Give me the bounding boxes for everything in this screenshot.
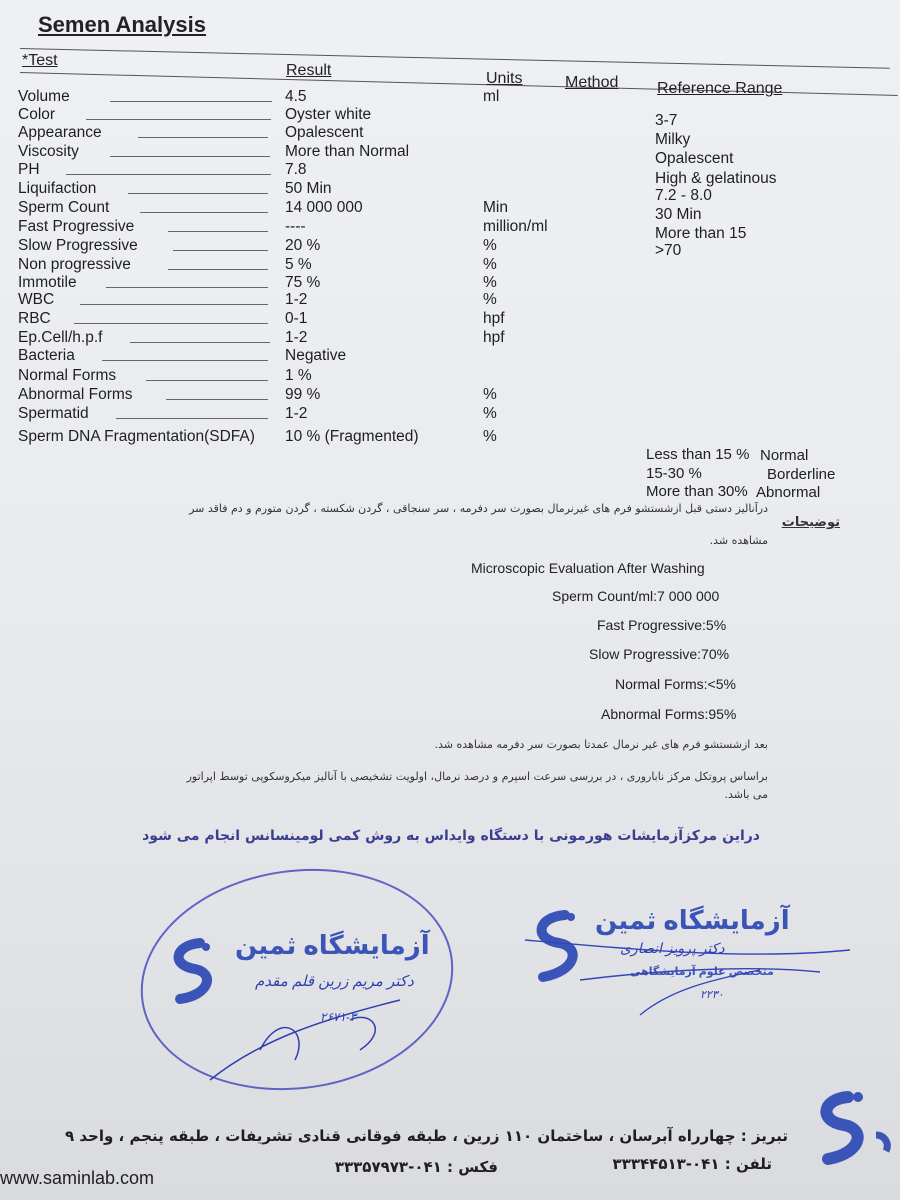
row-leader-line bbox=[110, 156, 270, 157]
row-label: Abnormal Forms bbox=[18, 386, 133, 403]
table-row bbox=[18, 124, 898, 142]
table-row bbox=[18, 310, 898, 328]
footer-phone: تلفن : ۰۴۱-۳۳۳۴۴۵۱۳ bbox=[612, 1155, 772, 1173]
table-row bbox=[18, 291, 898, 309]
row-label: Color bbox=[18, 106, 56, 123]
reference-value: 3-7 bbox=[655, 112, 678, 129]
row-result: 50 Min bbox=[285, 180, 332, 197]
row-result: 7.8 bbox=[285, 161, 307, 178]
row-leader-line bbox=[110, 101, 272, 102]
left-stamp-lab-name: آزمایشگاه ثمین bbox=[235, 930, 430, 960]
row-label: Normal Forms bbox=[18, 367, 117, 384]
row-result: Negative bbox=[285, 347, 347, 364]
row-result: 1-2 bbox=[285, 329, 308, 346]
row-leader-line bbox=[173, 250, 268, 251]
row-result: Opalescent bbox=[285, 124, 364, 141]
row-leader-line bbox=[66, 174, 271, 175]
row-label: Slow Progressive bbox=[18, 237, 138, 254]
col-header-reference: Reference Range bbox=[657, 80, 783, 97]
reference-value: Opalescent bbox=[655, 150, 734, 167]
table-row bbox=[18, 405, 898, 423]
left-stamp-number: ۲۶۷۱-۳ bbox=[320, 1010, 357, 1024]
table-row bbox=[18, 218, 898, 236]
row-leader-line bbox=[102, 360, 268, 361]
row-label: Immotile bbox=[18, 274, 77, 291]
row-result: 20 % bbox=[285, 237, 321, 254]
row-result: 10 % (Fragmented) bbox=[285, 428, 419, 445]
sdfa-range: 15-30 % bbox=[646, 465, 702, 482]
col-header-result: Result bbox=[286, 62, 332, 79]
notes-text-line1: درآنالیز دستی قبل ازشستشو فرم های غیرنرمال بصورت سر دفرمه ، سر سنجاقی ، گردن شکسته ، گردن متورم و دم فاقد سر bbox=[189, 502, 768, 515]
reference-value: More than 15 bbox=[655, 225, 747, 242]
reference-value: Milky bbox=[655, 131, 691, 148]
row-label: Viscosity bbox=[18, 143, 79, 160]
row-label: Sperm Count bbox=[18, 199, 110, 216]
row-leader-line bbox=[128, 193, 268, 194]
header-top-rule bbox=[20, 48, 890, 69]
table-row bbox=[18, 329, 898, 347]
row-unit: hpf bbox=[483, 310, 505, 327]
row-unit: million/ml bbox=[483, 218, 548, 235]
row-label: Bacteria bbox=[18, 347, 75, 364]
table-row bbox=[18, 386, 898, 404]
row-unit: % bbox=[483, 386, 497, 403]
row-leader-line bbox=[140, 212, 268, 213]
protocol-note-line2: می باشد. bbox=[724, 788, 768, 801]
reference-value: 30 Min bbox=[655, 206, 702, 223]
row-unit: % bbox=[483, 291, 497, 308]
row-label: PH bbox=[18, 161, 40, 178]
micro-fast-progressive: Fast Progressive:5% bbox=[597, 617, 727, 633]
row-label: Volume bbox=[18, 88, 70, 105]
col-header-units: Units bbox=[486, 70, 523, 87]
row-leader-line bbox=[168, 231, 268, 232]
row-unit: % bbox=[483, 256, 497, 273]
row-result: 5 % bbox=[285, 256, 312, 273]
row-result: 0-1 bbox=[285, 310, 308, 327]
row-result: 1 % bbox=[285, 367, 312, 384]
reference-value: High & gelatinous bbox=[655, 170, 777, 187]
row-result: More than Normal bbox=[285, 143, 410, 160]
notes-heading: توضیحات bbox=[781, 515, 840, 530]
row-result: 4.5 bbox=[285, 88, 307, 105]
row-label: Non progressive bbox=[18, 256, 131, 273]
table-row bbox=[18, 88, 898, 106]
reference-value: 7.2 - 8.0 bbox=[655, 187, 712, 204]
row-result: 1-2 bbox=[285, 405, 308, 422]
row-unit: Min bbox=[483, 199, 508, 216]
row-unit: % bbox=[483, 237, 497, 254]
sdfa-label: Normal bbox=[760, 447, 809, 464]
row-label: Sperm DNA Fragmentation(SDFA) bbox=[18, 428, 255, 445]
right-stamp-title: متخصص علوم آزمایشگاهی bbox=[630, 966, 774, 978]
row-label: Fast Progressive bbox=[18, 218, 135, 235]
row-leader-line bbox=[138, 137, 268, 138]
right-stamp-number: ۲۲۳۰ bbox=[700, 989, 724, 1001]
row-leader-line bbox=[146, 380, 268, 381]
row-label: WBC bbox=[18, 291, 55, 308]
hormone-note: دراین مرکزآزمایشات هورمونی با دستگاه وایداس به روش کمی لومینسانس انجام می شود bbox=[142, 828, 760, 844]
row-result: ---- bbox=[285, 218, 306, 235]
table-row bbox=[18, 256, 898, 274]
footer-address: تبریز : چهارراه آبرسان ، ساختمان ۱۱۰ زرین ، طبقه فوقانی قنادی تشریفات ، طبقه پنجم ، واحد ۹ bbox=[64, 1127, 788, 1145]
left-stamp-doctor: دکتر مریم زرین قلم مقدم bbox=[255, 973, 414, 990]
row-leader-line bbox=[116, 418, 268, 419]
micro-slow-progressive: Slow Progressive:70% bbox=[589, 646, 730, 662]
row-result: Oyster white bbox=[285, 106, 372, 123]
footer-website[interactable]: www.saminlab.com bbox=[0, 1168, 155, 1188]
row-result: 75 % bbox=[285, 274, 321, 291]
right-signature-icon bbox=[520, 920, 860, 1020]
sdfa-range: More than 30% bbox=[646, 483, 748, 500]
row-result: 1-2 bbox=[285, 291, 308, 308]
row-leader-line bbox=[80, 304, 268, 305]
table-row bbox=[18, 106, 898, 124]
micro-abnormal-forms: Abnormal Forms:95% bbox=[601, 706, 737, 722]
table-row bbox=[18, 143, 898, 161]
row-leader-line bbox=[168, 269, 268, 270]
left-signature-icon bbox=[200, 960, 440, 1090]
row-label: RBC bbox=[18, 310, 51, 327]
sdfa-label: Borderline bbox=[767, 466, 836, 483]
col-header-test: *Test bbox=[22, 52, 58, 69]
micro-title: Microscopic Evaluation After Washing bbox=[471, 560, 705, 576]
table-row bbox=[18, 274, 898, 292]
row-label: Ep.Cell/h.p.f bbox=[18, 329, 103, 346]
row-label: Spermatid bbox=[18, 405, 89, 422]
sdfa-label: Abnormal bbox=[756, 484, 821, 501]
page-title: Semen Analysis bbox=[38, 12, 206, 37]
table-row bbox=[18, 347, 898, 365]
row-leader-line bbox=[74, 323, 268, 324]
reference-value: >70 bbox=[655, 242, 682, 259]
sdfa-range: Less than 15 % bbox=[646, 446, 750, 463]
row-unit: % bbox=[483, 405, 497, 422]
right-stamp-lab-name: آزمایشگاه ثمین bbox=[595, 905, 790, 935]
table-row bbox=[18, 237, 898, 255]
table-row bbox=[18, 367, 898, 385]
row-unit: hpf bbox=[483, 329, 505, 346]
after-wash-note: بعد ازشستشو فرم های غیر نرمال عمدتا بصورت سر دفرمه مشاهده شد. bbox=[434, 738, 768, 751]
table-row bbox=[18, 199, 898, 217]
notes-text-line2: مشاهده شد. bbox=[709, 534, 768, 547]
protocol-note-line1: براساس پروتکل مرکز ناباروری ، در بررسی سرعت اسپرم و درصد نرمال، اولویت تشخیصی با آنالیز میکروسکوپی توسط اپراتور bbox=[186, 770, 768, 783]
row-result: 14 000 000 bbox=[285, 199, 363, 216]
col-header-method: Method bbox=[565, 74, 619, 91]
table-row bbox=[18, 428, 898, 446]
row-unit: ml bbox=[483, 88, 500, 105]
row-unit: % bbox=[483, 274, 497, 291]
row-label: Liquifaction bbox=[18, 180, 97, 197]
right-stamp-doctor: دکتر پرویز انصاری bbox=[620, 940, 725, 956]
footer-fax: فکس : ۰۴۱-۳۳۳۵۷۹۷۳ bbox=[334, 1158, 498, 1176]
row-leader-line bbox=[130, 342, 270, 343]
row-leader-line bbox=[166, 399, 268, 400]
row-leader-line bbox=[106, 287, 268, 288]
row-leader-line bbox=[86, 119, 271, 120]
micro-normal-forms: Normal Forms:<5% bbox=[615, 676, 736, 692]
row-unit: % bbox=[483, 428, 497, 445]
micro-sperm-count: Sperm Count/ml:7 000 000 bbox=[552, 588, 720, 604]
row-result: 99 % bbox=[285, 386, 321, 403]
row-label: Appearance bbox=[18, 124, 102, 141]
footer-logo-icon bbox=[808, 1085, 898, 1175]
